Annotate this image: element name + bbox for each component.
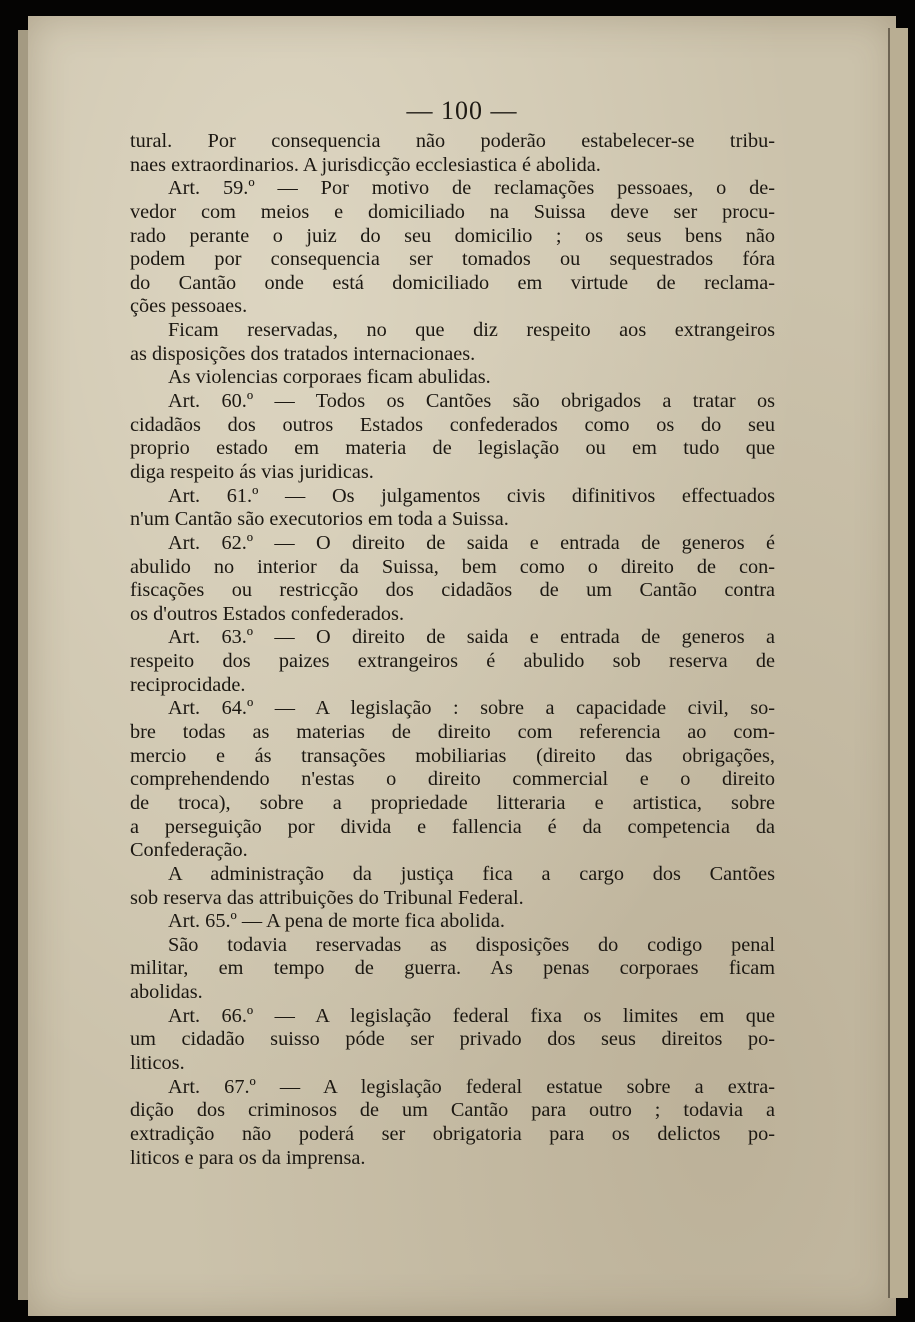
text-line: proprio estado em materia de legislação ou em tudo que bbox=[130, 437, 775, 460]
text-line: os d'outros Estados confederados. bbox=[130, 602, 405, 625]
text-line: de troca), sobre a propriedade litteraria e artistica, sobre bbox=[130, 791, 775, 814]
text-line: sob reserva das attribuições do Tribunal Federal. bbox=[130, 886, 524, 909]
text-line: Art. 59.º — Por motivo de reclamações pessoaes, o de- bbox=[168, 177, 775, 200]
text-line: do Cantão onde está domiciliado em virtude de reclama- bbox=[130, 271, 775, 294]
text-line: militar, em tempo de guerra. As penas corporaes ficam bbox=[130, 957, 775, 980]
text-line: um cidadão suisso póde ser privado dos seus direitos po- bbox=[130, 1028, 775, 1051]
text-line: Art. 67.º — A legislação federal estatue sobre a extra- bbox=[168, 1075, 775, 1098]
text-line: Art. 60.º — Todos os Cantões são obrigados a tratar os bbox=[168, 390, 775, 413]
text-line: naes extraordinarios. A jurisdicção ecclesiastica é abolida. bbox=[130, 153, 601, 176]
page-right-edge bbox=[888, 28, 908, 1298]
text-line: abulido no interior da Suissa, bem como o direito de con- bbox=[130, 555, 775, 578]
text-line: A administração da justiça fica a cargo dos Cantões bbox=[168, 862, 775, 885]
text-line: a perseguição por divida e fallencia é da competencia da bbox=[130, 815, 775, 838]
text-line: cidadãos dos outros Estados confederados como os do seu bbox=[130, 413, 775, 436]
text-line: as disposições dos tratados internacionaes. bbox=[130, 342, 476, 365]
text-line: Ficam reservadas, no que diz respeito aos extrangeiros bbox=[168, 319, 775, 342]
page-number: — 100 — bbox=[406, 96, 518, 125]
text-line: rado perante o juiz do seu domicilio ; os seus bens não bbox=[130, 224, 775, 247]
text-line: Art. 61.º — Os julgamentos civis difinitivos effectuados bbox=[168, 484, 775, 507]
text-line: vedor com meios e domiciliado na Suissa deve ser procu- bbox=[130, 200, 775, 223]
body-text bbox=[130, 130, 775, 1170]
text-line: Art. 65.º — A pena de morte fica abolida. bbox=[168, 910, 505, 933]
text-line: Art. 63.º — O direito de saida e entrada de generos a bbox=[168, 626, 775, 649]
text-line: São todavia reservadas as disposições do codigo penal bbox=[168, 933, 775, 956]
text-line: As violencias corporaes ficam abulidas. bbox=[168, 366, 491, 389]
text-line: respeito dos paizes extrangeiros é abulido sob reserva de bbox=[130, 650, 775, 673]
text-line: fiscações ou restricção dos cidadãos de um Cantão contra bbox=[130, 579, 775, 602]
text-line: reciprocidade. bbox=[130, 673, 246, 696]
text-line: dição dos criminosos de um Cantão para outro ; todavia a bbox=[130, 1099, 775, 1122]
text-line: n'um Cantão são executorios em toda a Suissa. bbox=[130, 508, 509, 531]
text-line: abolidas. bbox=[130, 981, 203, 1004]
book-page bbox=[28, 16, 896, 1316]
text-line: tural. Por consequencia não poderão estabelecer-se tribu- bbox=[130, 130, 775, 152]
text-line: liticos e para os da imprensa. bbox=[130, 1146, 366, 1169]
text-line: mercio e ás transações mobiliarias (direito das obrigações, bbox=[130, 744, 775, 767]
text-line: podem por consequencia ser tomados ou sequestrados fóra bbox=[130, 248, 775, 271]
text-line: Art. 62.º — O direito de saida e entrada de generos é bbox=[168, 531, 775, 554]
text-line: Confederação. bbox=[130, 839, 248, 862]
text-line: comprehendendo n'estas o direito commercial e o direito bbox=[130, 768, 775, 791]
text-line: liticos. bbox=[130, 1051, 185, 1074]
text-line: extradição não poderá ser obrigatoria para os delictos po- bbox=[130, 1122, 775, 1145]
text-line: bre todas as materias de direito com referencia ao com- bbox=[130, 721, 775, 744]
text-line: ções pessoaes. bbox=[130, 295, 248, 318]
text-line: diga respeito ás vias juridicas. bbox=[130, 460, 374, 483]
text-line: Art. 64.º — A legislação : sobre a capacidade civil, so- bbox=[168, 697, 775, 720]
text-line: Art. 66.º — A legislação federal fixa os limites em que bbox=[168, 1004, 775, 1027]
